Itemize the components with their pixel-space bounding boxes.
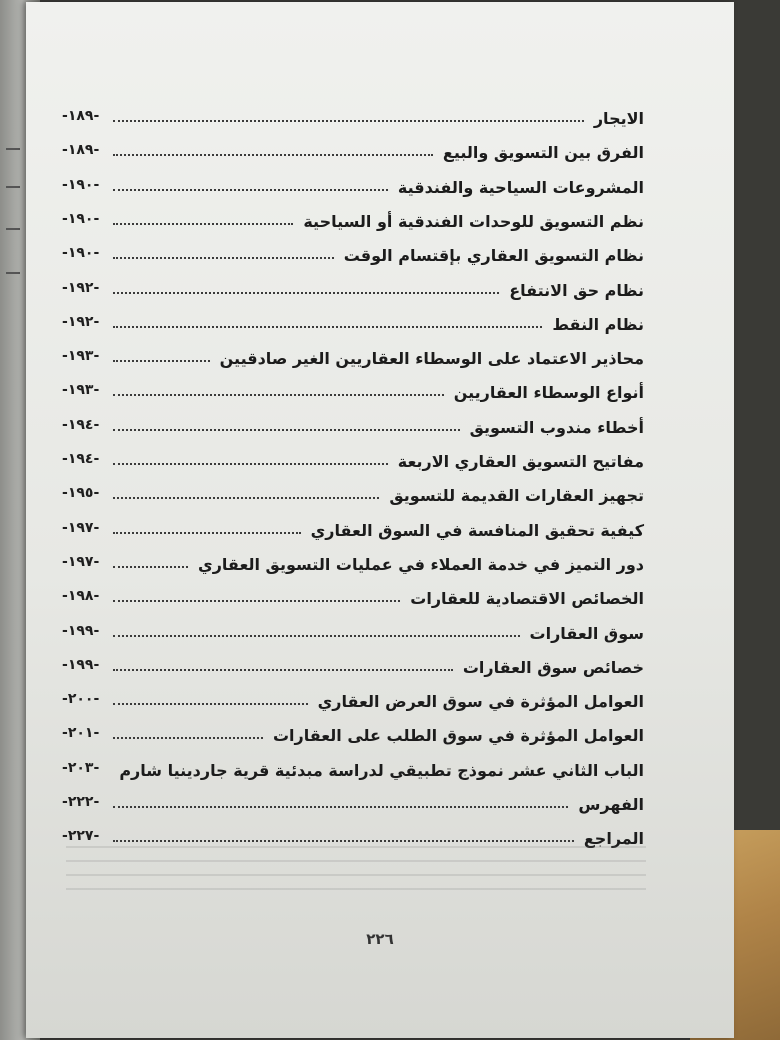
toc-dot-leader	[113, 635, 520, 637]
toc-page-number: -٢٢٧-	[62, 828, 100, 845]
toc-entry	[62, 780, 644, 814]
toc-title: كيفية تحقيق المنافسة في السوق العقاري	[310, 520, 644, 540]
toc-entry	[62, 94, 644, 128]
book-page	[26, 2, 734, 1038]
toc-dot-leader	[113, 566, 188, 568]
toc-page-number: -٢٠٠-	[62, 691, 100, 708]
toc-page-number: -١٩٣-	[62, 382, 100, 399]
toc-entry	[62, 574, 644, 608]
toc-page-number: -٢٢٢-	[62, 794, 100, 810]
toc-entry	[62, 471, 644, 505]
toc-title: العوامل المؤثرة في سوق الطلب على العقارات	[272, 726, 644, 746]
toc-entry	[62, 300, 644, 334]
toc-page-number: -١٩٣-	[62, 348, 100, 365]
margin-mark	[6, 228, 20, 230]
toc-dot-leader	[113, 429, 460, 431]
toc-dot-leader	[113, 326, 542, 328]
toc-title: نظام النقط	[552, 314, 644, 334]
toc-title: أخطاء مندوب التسويق	[469, 417, 644, 437]
toc-entry	[62, 231, 644, 265]
toc-title: الباب الثاني عشر نموذج تطبيقي لدراسة مبدئية قرية جاردينيا شارم	[119, 760, 644, 780]
margin-mark	[6, 272, 20, 274]
toc-title: نظم التسويق للوحدات الفندقية أو السياحية	[303, 211, 644, 231]
toc-dot-leader	[113, 703, 308, 705]
toc-dot-leader	[113, 292, 499, 294]
toc-dot-leader	[113, 120, 584, 122]
toc-entry	[62, 163, 644, 197]
toc-title: أنواع الوسطاء العقاريين	[453, 383, 644, 403]
toc-dot-leader	[113, 223, 293, 225]
toc-title: المشروعات السياحية والفندقية	[397, 177, 644, 197]
toc-page-number: -٢٠٣-	[62, 759, 100, 776]
toc-page-number: -١٩٤-	[62, 416, 100, 433]
toc-title: نظام حق الانتفاع	[509, 280, 644, 300]
toc-dot-leader	[113, 532, 301, 534]
toc-title: تجهيز العقارات القديمة للتسويق	[389, 486, 644, 506]
toc-page-number: -١٨٩-	[62, 142, 100, 159]
show-through-text	[66, 834, 646, 914]
toc-entry	[62, 609, 644, 643]
toc-dot-leader	[113, 806, 568, 808]
toc-entry	[62, 540, 644, 574]
toc-page-number: -١٩٩-	[62, 622, 100, 639]
toc-page-number: -١٩٢-	[62, 313, 100, 330]
margin-mark	[6, 186, 20, 188]
toc-title: محاذير الاعتماد على الوسطاء العقاريين الغير صادقيين	[219, 349, 644, 369]
toc-page-number: -١٩٠-	[62, 245, 100, 262]
toc-page-number: -١٨٩-	[62, 108, 100, 124]
toc-page-number: -١٩٨-	[62, 588, 100, 605]
toc-entry	[62, 711, 644, 745]
toc-title: الفهرس	[578, 795, 644, 814]
page-number: ٢٢٦	[366, 930, 394, 948]
toc-page-number: -١٩٤-	[62, 451, 100, 467]
toc-title: نظام التسويق العقاري بإقتسام الوقت	[343, 246, 644, 266]
toc-dot-leader	[113, 394, 444, 396]
toc-page-number: -٢٠١-	[62, 725, 100, 742]
toc-dot-leader	[113, 189, 388, 191]
toc-title: المراجع	[583, 829, 644, 849]
toc-entry	[62, 334, 644, 368]
toc-dot-leader	[113, 257, 334, 259]
toc-title: الفرق بين التسويق والبيع	[442, 143, 644, 163]
toc-entry	[62, 403, 644, 437]
toc-entry	[62, 197, 644, 231]
toc-page-number: -١٩٩-	[62, 656, 100, 673]
toc-title: مفاتيح التسويق العقاري الاربعة	[397, 452, 644, 471]
toc-page-number: -١٩٥-	[62, 485, 100, 502]
toc-entry	[62, 677, 644, 711]
toc-title: خصائص سوق العقارات	[462, 657, 644, 677]
toc-dot-leader	[113, 497, 379, 499]
toc-title: الايجار	[593, 109, 644, 128]
toc-entry	[62, 368, 644, 402]
toc-title: العوامل المؤثرة في سوق العرض العقاري	[317, 692, 644, 712]
toc-title: الخصائص الاقتصادية للعقارات	[410, 589, 644, 609]
toc-page-number: -١٩٠-	[62, 210, 100, 227]
toc-page-number: -١٩٧-	[62, 553, 100, 570]
toc-dot-leader	[113, 600, 400, 602]
toc-entry	[62, 266, 644, 300]
toc-entry	[62, 128, 644, 162]
toc-page-number: -١٩٠-	[62, 176, 100, 193]
toc-title: سوق العقارات	[529, 623, 644, 643]
toc-title: دور التميز في خدمة العملاء في عمليات التسويق العقاري	[198, 554, 644, 574]
toc-page-number: -١٩٧-	[62, 519, 100, 536]
toc-entry	[62, 643, 644, 677]
toc-dot-leader	[113, 737, 263, 739]
toc-entry	[62, 746, 644, 780]
margin-mark	[6, 148, 20, 150]
toc-dot-leader	[113, 669, 453, 671]
toc-dot-leader	[113, 360, 210, 362]
toc-entry	[62, 506, 644, 540]
toc-dot-leader	[113, 463, 388, 465]
toc-dot-leader	[113, 154, 433, 156]
toc-entry	[62, 437, 644, 471]
toc-page-number: -١٩٢-	[62, 279, 100, 296]
